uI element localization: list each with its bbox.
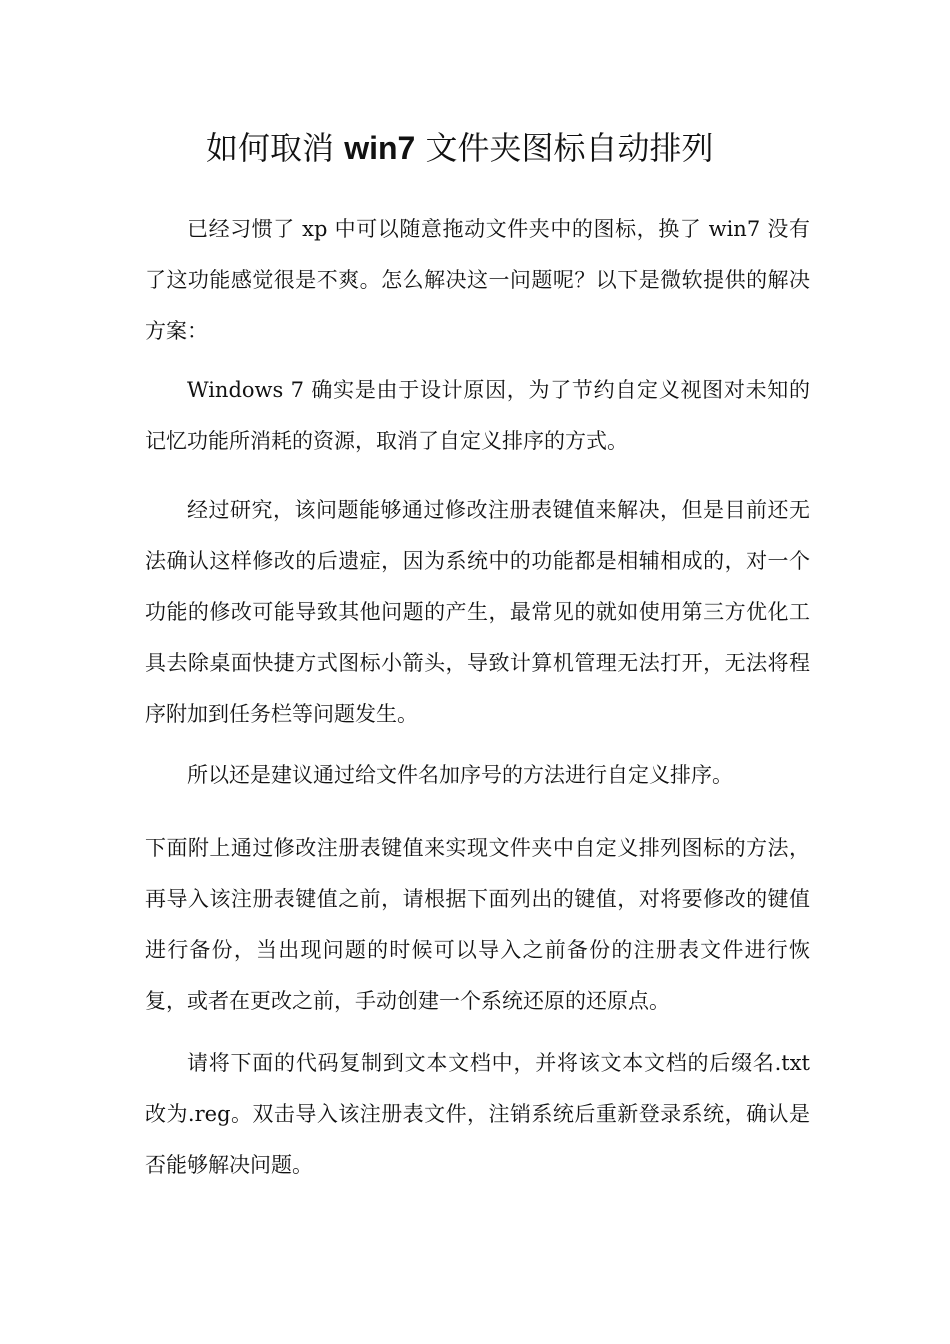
page-title: 如何取消 win7 文件夹图标自动排列 (206, 129, 714, 167)
paragraph-research: 经过研究，该问题能够通过修改注册表键值来解决，但是目前还无法确认这样修改的后遗症，因为系统中的功能都是相辅相成的，对一个功能的修改可能导致其他问题的产生，最常见的就如使用第三方优化工具去除桌面快捷方式图标小箭头，导致计算机管理无法打开，无法将程序附加到任务栏等问题发生。 (145, 498, 810, 726)
paragraph-instructions: 请将下面的代码复制到文本文档中，并将该文本文档的后缀名.txt 改为.reg。双击导入该注册表文件，注销系统后重新登录系统，确认是否能够解决问题。 (145, 1051, 810, 1177)
paragraph-suggestion: 所以还是建议通过给文件名加序号的方法进行自定义排序。 (187, 763, 733, 787)
paragraph-intro: 已经习惯了 xp 中可以随意拖动文件夹中的图标，换了 win7 没有了这功能感觉很是不爽。怎么解决这一问题呢？以下是微软提供的解决方案： (145, 217, 810, 343)
paragraph-reason: Windows 7 确实是由于设计原因，为了节约自定义视图对未知的记忆功能所消耗的资源，取消了自定义排序的方式。 (145, 378, 810, 453)
paragraph-backup: 下面附上通过修改注册表键值来实现文件夹中自定义排列图标的方法，再导入该注册表键值之前，请根据下面列出的键值，对将要修改的键值进行备份，当出现问题的时候可以导入之前备份的注册表文件进行恢复，或者在更改之前，手动创建一个系统还原的还原点。 (145, 836, 810, 1013)
